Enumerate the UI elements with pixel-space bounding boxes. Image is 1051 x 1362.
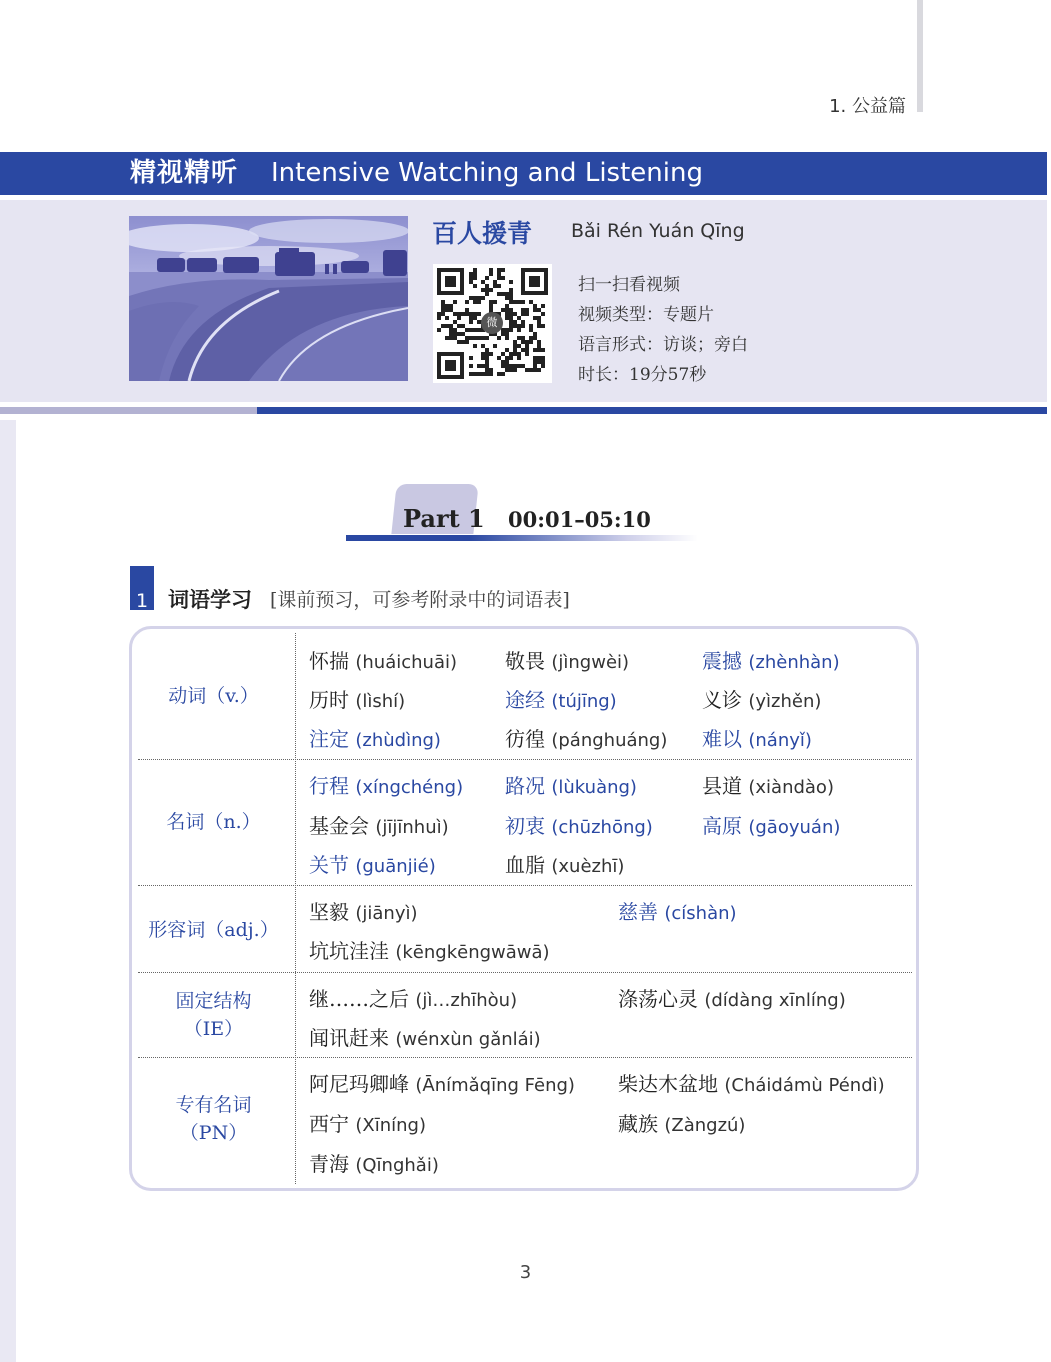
vocab-item: 坑坑洼洼 (kēngkēngwāwā) [309,939,550,963]
vocab-item: 彷徨 (pánghuáng) [505,727,668,751]
vocab-item-highlighted: 慈善 (císhàn) [618,900,737,924]
vocab-item-highlighted: 注定 (zhùdìng) [309,727,441,751]
category-proper-noun [132,1091,295,1147]
banner-title-en: Intensive Watching and Listening [271,158,703,188]
vocab-item: 继……之后 (jì…zhīhòu) [309,987,518,1011]
video-info-language: 语言形式：访谈；旁白 [578,335,748,355]
banner-title-cn: 精视精听 [130,158,239,188]
video-title-pinyin: Bǎi Rén Yuán Qīng [571,220,745,242]
part-label: Part 1 [403,504,485,533]
vocab-item-highlighted: 初衷 (chūzhōng) [505,814,653,838]
video-title-cn: 百人援青 [432,219,533,248]
category-label-cn: 固定结构 [175,990,252,1012]
vocab-item: 基金会 (jījīnhuì) [309,814,449,838]
vocab-title: 词语学习 [168,588,252,612]
video-info-type: 视频类型：专题片 [578,305,714,325]
vocab-item-highlighted: 关节 (guānjié) [309,853,436,877]
vocab-item: 历时 (lìshí) [309,688,406,712]
vocab-item: 青海 (Qīnghǎi) [309,1152,439,1176]
video-info [578,270,748,390]
road-scene-image [129,216,408,381]
part-heading [346,482,706,544]
vocab-item: 义诊 (yìzhěn) [702,688,822,712]
category-label-cn: 专有名词 [175,1094,252,1116]
category-noun: 名词（n.） [166,811,261,833]
vocab-item-highlighted: 高原 (gāoyuán) [702,814,841,838]
category-adjective: 形容词（adj.） [148,919,279,941]
category-fixed-structure [132,987,295,1043]
video-thumbnail[interactable] [129,216,408,381]
wechat-badge-icon: 微 [481,312,503,334]
vocab-item-highlighted: 行程 (xíngchéng) [309,774,464,798]
category-label-abbr: （IE） [183,1018,244,1040]
vocab-item-highlighted: 难以 (nányǐ) [702,727,812,751]
part-underline [346,535,698,541]
vocab-item: 县道 (xiàndào) [702,774,834,798]
vocab-row-proper-nouns [132,1058,916,1184]
vocab-item-highlighted: 路况 (lùkuàng) [505,774,637,798]
part-time-range: 00:01–05:10 [508,507,651,532]
page-number: 3 [519,1262,532,1283]
vocab-item: 坚毅 (jiānyì) [309,900,418,924]
section-banner [0,152,1047,195]
top-rule [917,0,923,112]
vocab-item: 柴达木盆地 (Cháidámù Péndì) [618,1072,885,1096]
vocab-item-highlighted: 震撼 (zhènhàn) [702,649,840,673]
video-info-scan: 扫一扫看视频 [578,275,680,295]
vocab-item-highlighted: 途经 (tújīng) [505,688,617,712]
vocab-item: 敬畏 (jìngwèi) [505,649,630,673]
vocab-row-adjectives [132,886,916,972]
vocab-item: 怀揣 (huáichuāi) [309,649,457,673]
divider-light [0,407,257,414]
video-panel [0,200,1047,402]
divider-dark [257,407,1047,414]
category-label-abbr: （PN） [179,1122,248,1144]
vocab-note: [课前预习，可参考附录中的词语表] [270,589,570,611]
exercise-number: 1 [130,566,154,610]
qr-code[interactable] [433,264,552,383]
vocab-row-nouns [132,760,916,885]
video-info-duration: 时长：19分57秒 [578,365,707,385]
vocab-item: 闻讯赶来 (wénxùn gǎnlái) [309,1026,541,1050]
category-verb: 动词（v.） [168,685,259,707]
section-label: 1. 公益篇 [829,96,906,117]
vocab-row-fixed-structures [132,973,916,1057]
vocab-item: 西宁 (Xīníng) [309,1112,426,1136]
vocab-item: 血脂 (xuèzhī) [505,853,625,877]
vocab-table [129,626,919,1191]
vocab-item: 涤荡心灵 (dídàng xīnlíng) [618,987,846,1011]
side-strip [0,420,16,1362]
vocab-item: 阿尼玛卿峰 (Ānímǎqīng Fēng) [309,1072,575,1096]
vocab-row-verbs [132,629,916,759]
vocab-item: 藏族 (Zàngzú) [618,1112,746,1136]
